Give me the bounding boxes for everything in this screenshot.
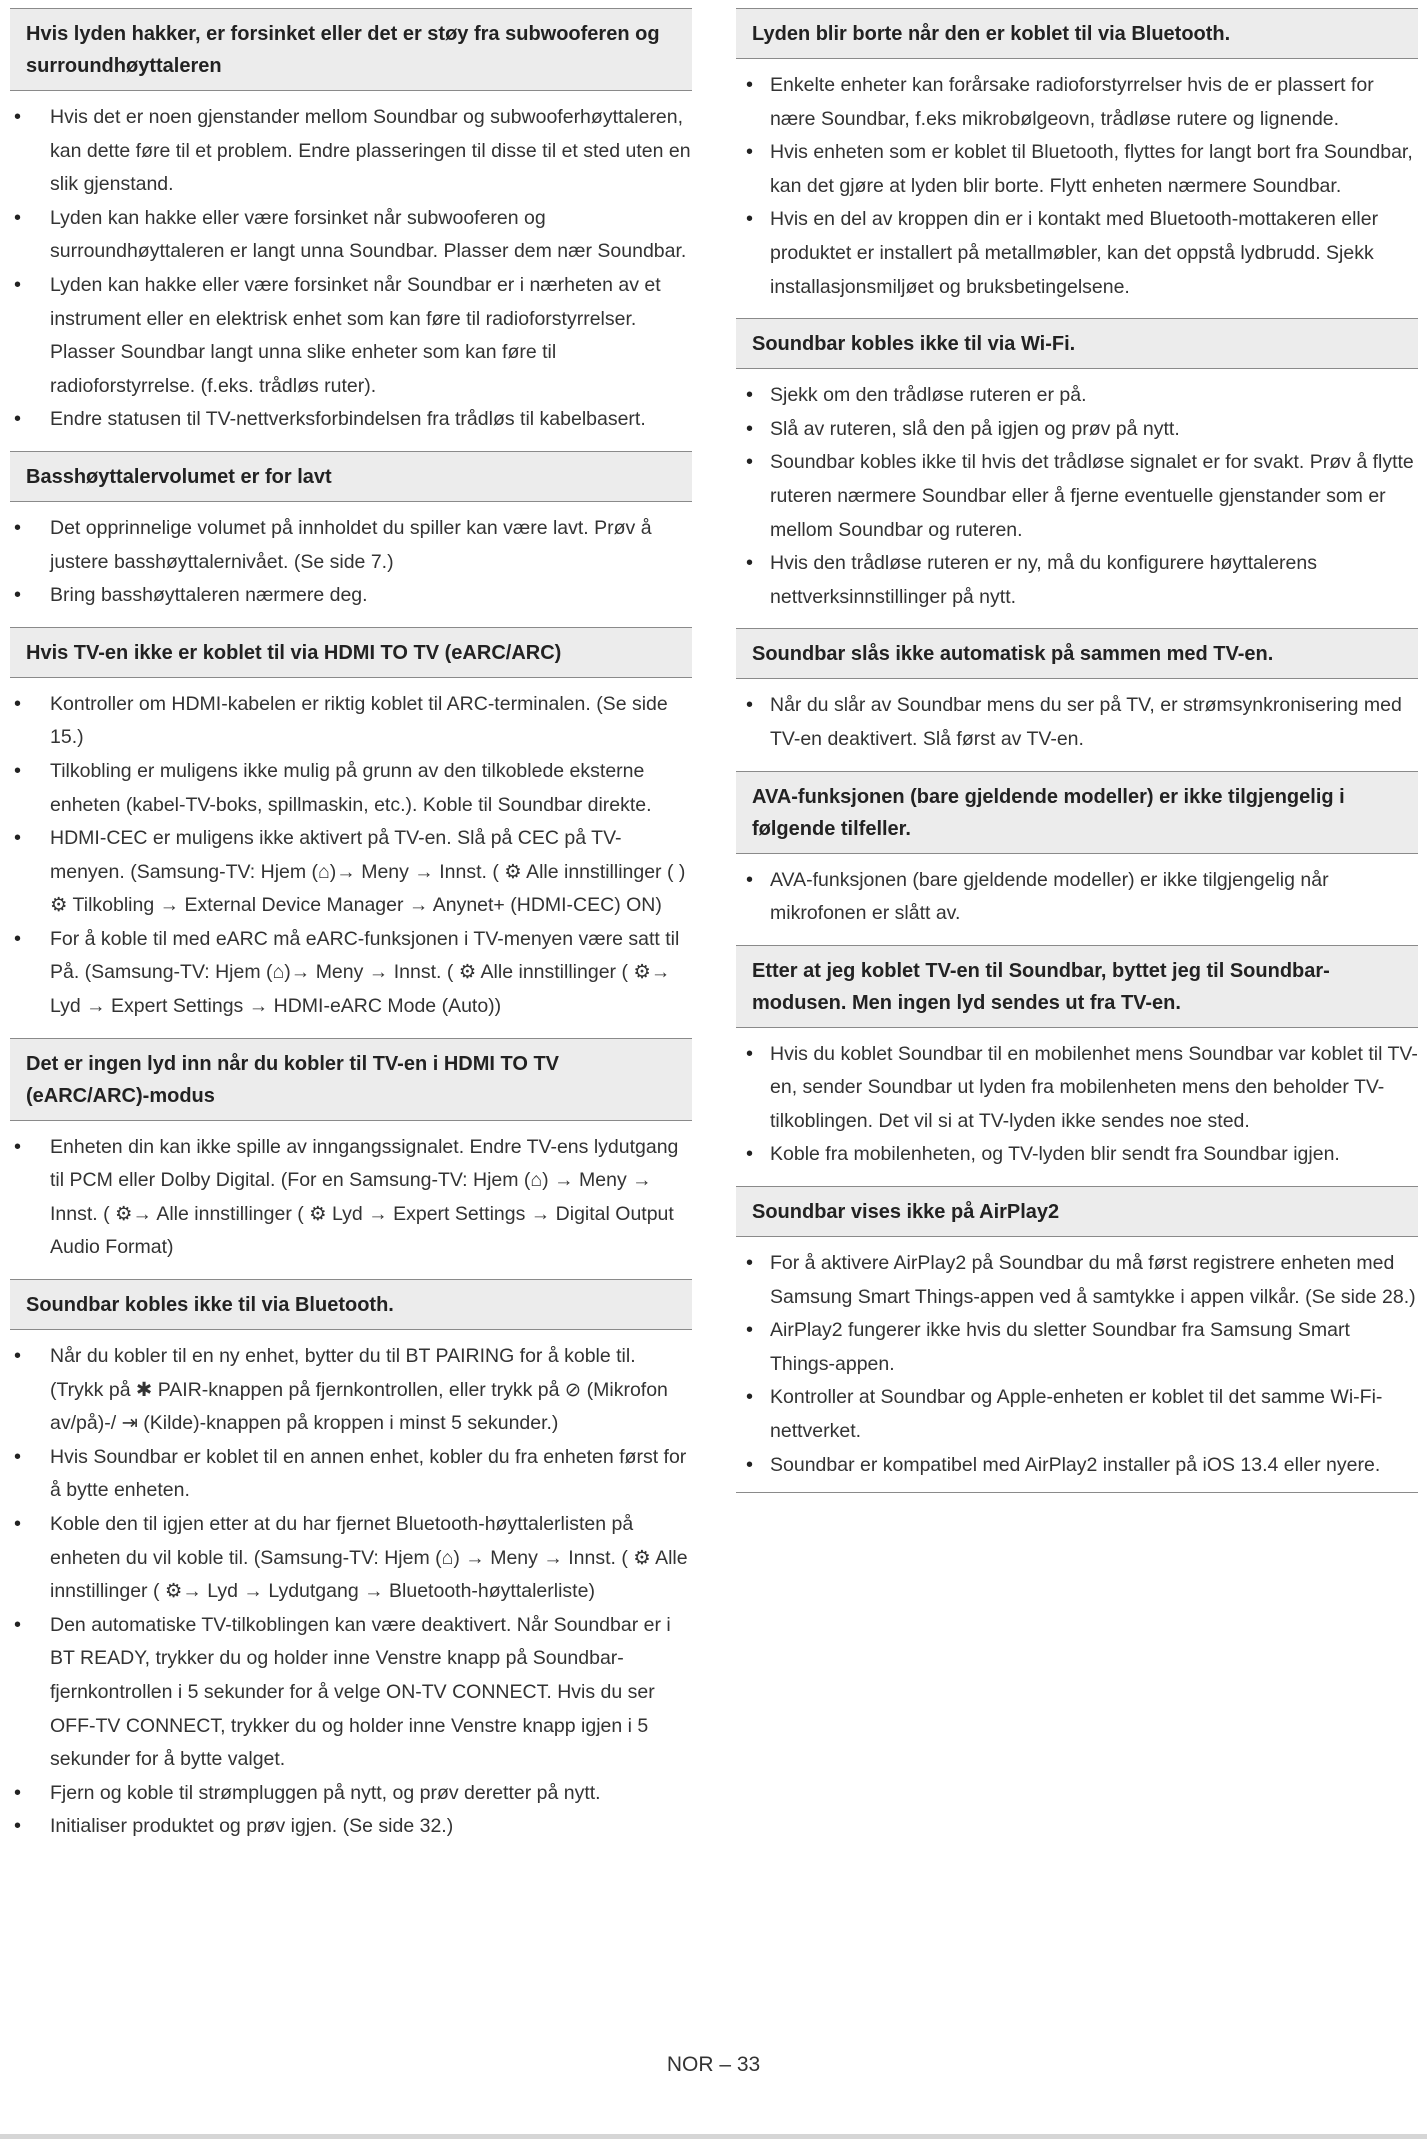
list-item-text: Koble den til igjen etter at du har fjernet Bluetooth-høyttalerlisten på enheten du vil koble til. (Samsung-TV: Hjem (⌂) → Meny → Innst. ( ⚙ Alle innstillinger ( ⚙→ Lyd → Lydutgang → Bluetooth-høyttalerliste) bbox=[50, 1513, 688, 1603]
list-item bbox=[736, 1314, 1418, 1381]
section-heading: Etter at jeg koblet TV-en til Soundbar, byttet jeg til Soundbar-modusen. Men ingen lyd sendes ut fra TV-en. bbox=[736, 945, 1418, 1028]
bullet-icon: • bbox=[14, 927, 22, 950]
troubleshooting-section bbox=[736, 945, 1418, 1172]
list-item-text: Enkelte enheter kan forårsake radioforstyrrelser hvis de er plassert for nære Soundbar, f.eks mikrobølgeovn, trådløse rutere og lignende. bbox=[770, 74, 1374, 130]
list-item bbox=[10, 1340, 692, 1441]
bullet-icon: • bbox=[14, 106, 22, 128]
list-item bbox=[736, 864, 1418, 931]
list-item-text: Bring basshøyttaleren nærmere deg. bbox=[50, 584, 368, 607]
list-item-text: Initialiser produktet og prøv igjen. (Se side 32.) bbox=[50, 1815, 454, 1838]
section-list bbox=[10, 1131, 692, 1265]
bullet-icon: • bbox=[14, 1445, 22, 1468]
list-item-text: Soundbar er kompatibel med AirPlay2 installer på iOS 13.4 eller nyere. bbox=[770, 1453, 1381, 1476]
list-item bbox=[10, 923, 692, 1024]
list-item-text: Hvis det er noen gjenstander mellom Soundbar og subwooferhøyttaleren, kan dette føre til et problem. Endre plasseringen til disse til et sted uten en slik gjenstand. bbox=[50, 106, 691, 196]
list-item-text: Kontroller om HDMI-kabelen er riktig koblet til ARC-terminalen. (Se side 15.) bbox=[50, 692, 668, 749]
list-item bbox=[10, 202, 692, 269]
section-heading: Soundbar slås ikke automatisk på sammen med TV-en. bbox=[736, 628, 1418, 679]
list-item-text: Det opprinnelige volumet på innholdet du spiller kan være lavt. Prøv å justere basshøyttalernivået. (Se side 7.) bbox=[50, 516, 652, 573]
section-list bbox=[10, 688, 692, 1024]
bullet-icon: • bbox=[14, 584, 22, 607]
troubleshooting-section bbox=[10, 1038, 692, 1265]
bullet-icon: • bbox=[14, 1513, 22, 1535]
troubleshooting-section bbox=[10, 451, 692, 613]
troubleshooting-section bbox=[736, 8, 1418, 304]
list-item bbox=[10, 579, 692, 613]
list-item-text: AVA-funksjonen (bare gjeldende modeller) er ikke tilgjengelig når mikrofonen er slått av. bbox=[770, 868, 1329, 925]
bullet-icon: • bbox=[14, 408, 22, 431]
bullet-icon: • bbox=[746, 384, 754, 407]
troubleshooting-section bbox=[736, 771, 1418, 931]
bullet-icon: • bbox=[14, 1781, 22, 1804]
list-item-text: Lyden kan hakke eller være forsinket når Soundbar er i nærheten av et instrument eller en elektrisk enhet som kan føre til radioforstyrrelser. Plasser Soundbar langt unna slike enheter som kan føre til radioforstyrrelse. (f.eks. trådløs ruter). bbox=[50, 273, 661, 397]
bullet-icon: • bbox=[746, 1042, 754, 1065]
list-item-text: Hvis den trådløse ruteren er ny, må du konfigurere høyttalerens nettverksinnstillinger på nytt. bbox=[770, 552, 1317, 608]
bullet-icon: • bbox=[746, 451, 754, 474]
bullet-icon: • bbox=[14, 516, 22, 539]
bullet-icon: • bbox=[14, 692, 22, 715]
bullet-icon: • bbox=[14, 1345, 22, 1368]
list-item bbox=[736, 1381, 1418, 1448]
troubleshooting-section bbox=[736, 1186, 1418, 1493]
list-item bbox=[10, 1508, 692, 1609]
bullet-icon: • bbox=[14, 759, 22, 782]
section-list bbox=[10, 101, 692, 437]
list-item-text: Koble fra mobilenheten, og TV-lyden blir sendt fra Soundbar igjen. bbox=[770, 1143, 1340, 1166]
section-list bbox=[736, 864, 1418, 931]
troubleshooting-section bbox=[736, 628, 1418, 756]
list-item-text: Sjekk om den trådløse ruteren er på. bbox=[770, 384, 1087, 407]
list-item bbox=[736, 547, 1418, 614]
list-item-text: For å koble til med eARC må eARC-funksjonen i TV-menyen være satt til På. (Samsung-TV: Hjem (⌂)→ Meny → Innst. ( ⚙ Alle innstillinger ( ⚙→ Lyd → Expert Settings → HDMI-eARC Mode (Auto)) bbox=[50, 927, 680, 1018]
section-heading: AVA-funksjonen (bare gjeldende modeller) er ikke tilgjengelig i følgende tilfeller. bbox=[736, 771, 1418, 854]
list-item bbox=[736, 1247, 1418, 1314]
bullet-icon: • bbox=[14, 273, 22, 296]
bullet-icon: • bbox=[746, 141, 754, 164]
section-list bbox=[736, 689, 1418, 756]
right-column bbox=[736, 8, 1418, 1507]
list-item-text: Lyden kan hakke eller være forsinket når subwooferen og surroundhøyttaleren er langt unna Soundbar. Plasser dem nær Soundbar. bbox=[50, 206, 687, 263]
list-item bbox=[10, 1810, 692, 1844]
bullet-icon: • bbox=[746, 208, 754, 231]
section-heading: Lyden blir borte når den er koblet til via Bluetooth. bbox=[736, 8, 1418, 59]
list-item-text: Hvis en del av kroppen din er i kontakt med Bluetooth-mottakeren eller produktet er installert på metallmøbler, kan det oppstå lydbrudd. Sjekk installasjonsmiljøet og bruksbetingelsene. bbox=[770, 208, 1379, 298]
list-item bbox=[736, 1138, 1418, 1172]
list-item-text: Når du slår av Soundbar mens du ser på TV, er strømsynkronisering med TV-en deaktivert. Slå først av TV-en. bbox=[770, 694, 1402, 750]
list-item-text: Når du kobler til en ny enhet, bytter du til BT PAIRING for å koble til. (Trykk på ✱ PAIR-knappen på fjernkontrollen, eller trykk på ⊘ (Mikrofon av/på)-/ ⇥ (Kilde)-knappen på kroppen i minst 5 sekunder.) bbox=[50, 1345, 668, 1435]
list-item bbox=[10, 1777, 692, 1811]
list-item bbox=[736, 446, 1418, 547]
bullet-icon: • bbox=[14, 827, 22, 850]
list-item bbox=[736, 1449, 1418, 1483]
section-heading: Soundbar kobles ikke til via Wi-Fi. bbox=[736, 318, 1418, 369]
bullet-icon: • bbox=[746, 1453, 754, 1476]
list-item bbox=[10, 512, 692, 579]
list-item bbox=[10, 1609, 692, 1777]
list-item bbox=[10, 822, 692, 923]
list-item bbox=[10, 403, 692, 437]
list-item-text: Hvis du koblet Soundbar til en mobilenhet mens Soundbar var koblet til TV-en, sender Soundbar ut lyden fra mobilenheten mens den beholder TV-tilkoblingen. Det vil si at TV-lyden ikke sendes noe sted. bbox=[770, 1042, 1418, 1132]
list-item-text: AirPlay2 fungerer ikke hvis du sletter Soundbar fra Samsung Smart Things-appen. bbox=[770, 1319, 1350, 1375]
bullet-icon: • bbox=[746, 552, 754, 575]
bullet-icon: • bbox=[746, 1143, 754, 1166]
list-item-text: Endre statusen til TV-nettverksforbindelsen fra trådløs til kabelbasert. bbox=[50, 408, 646, 431]
list-item-text: Kontroller at Soundbar og Apple-enheten er koblet til det samme Wi-Fi-nettverket. bbox=[770, 1386, 1383, 1443]
list-item bbox=[10, 101, 692, 202]
bullet-icon: • bbox=[746, 694, 754, 717]
bullet-icon: • bbox=[746, 1319, 754, 1342]
list-item bbox=[10, 688, 692, 755]
list-item-text: Hvis enheten som er koblet til Bluetooth, flyttes for langt bort fra Soundbar, kan det gjøre at lyden blir borte. Flytt enheten nærmere Soundbar. bbox=[770, 141, 1413, 197]
bottom-rule bbox=[0, 2134, 1427, 2139]
list-item-text: HDMI-CEC er muligens ikke aktivert på TV-en. Slå på CEC på TV-menyen. (Samsung-TV: Hjem (⌂)→ Meny → Innst. ( ⚙ Alle innstillinger ( ) ⚙ Tilkobling → External Device Manager → Anynet+ (HDMI-CEC) ON) bbox=[50, 827, 686, 917]
left-column bbox=[10, 8, 692, 1858]
bullet-icon: • bbox=[14, 1135, 22, 1158]
troubleshooting-section bbox=[736, 318, 1418, 614]
list-item-text: Soundbar kobles ikke til hvis det trådløse signalet er for svakt. Prøv å flytte ruteren nærmere Soundbar eller å fjerne eventuelle gjenstander som er mellom Soundbar og ruteren. bbox=[770, 451, 1414, 541]
list-item bbox=[736, 413, 1418, 447]
section-heading: Soundbar vises ikke på AirPlay2 bbox=[736, 1186, 1418, 1237]
bullet-icon: • bbox=[746, 1252, 754, 1275]
list-item-text: Enheten din kan ikke spille av inngangssignalet. Endre TV-ens lydutgang til PCM eller Dolby Digital. (For en Samsung-TV: Hjem (⌂) → Meny → Innst. ( ⚙→ Alle innstillinger ( ⚙ Lyd → Expert Settings → Digital Output Audio Format) bbox=[50, 1135, 679, 1259]
list-item bbox=[736, 69, 1418, 136]
list-item-text: Fjern og koble til strømpluggen på nytt, og prøv deretter på nytt. bbox=[50, 1781, 601, 1804]
list-item-text: For å aktivere AirPlay2 på Soundbar du må først registrere enheten med Samsung Smart Things-appen ved å samtykke i appen vilkår. (Se side 28.) bbox=[770, 1252, 1416, 1308]
section-list bbox=[736, 1247, 1418, 1493]
section-heading: Hvis lyden hakker, er forsinket eller det er støy fra subwooferen og surroundhøyttaleren bbox=[10, 8, 692, 91]
list-item bbox=[736, 689, 1418, 756]
section-list bbox=[10, 1340, 692, 1844]
list-item-text: Slå av ruteren, slå den på igjen og prøv på nytt. bbox=[770, 417, 1180, 440]
bullet-icon: • bbox=[746, 417, 754, 440]
list-item bbox=[10, 1131, 692, 1265]
troubleshooting-section bbox=[10, 1279, 692, 1844]
list-item bbox=[736, 379, 1418, 413]
bullet-icon: • bbox=[14, 1815, 22, 1838]
list-item bbox=[736, 203, 1418, 304]
section-heading: Basshøyttalervolumet er for lavt bbox=[10, 451, 692, 502]
section-list bbox=[10, 512, 692, 613]
bullet-icon: • bbox=[746, 74, 754, 96]
list-item bbox=[10, 755, 692, 822]
section-heading: Soundbar kobles ikke til via Bluetooth. bbox=[10, 1279, 692, 1330]
bullet-icon: • bbox=[14, 1613, 22, 1636]
section-heading: Det er ingen lyd inn når du kobler til TV-en i HDMI TO TV (eARC/ARC)-modus bbox=[10, 1038, 692, 1121]
list-item bbox=[10, 1441, 692, 1508]
troubleshooting-section bbox=[10, 627, 692, 1024]
section-heading: Hvis TV-en ikke er koblet til via HDMI TO TV (eARC/ARC) bbox=[10, 627, 692, 678]
section-list bbox=[736, 379, 1418, 614]
list-item-text: Hvis Soundbar er koblet til en annen enhet, kobler du fra enheten først for å bytte enheten. bbox=[50, 1445, 687, 1502]
list-item-text: Den automatiske TV-tilkoblingen kan være deaktivert. Når Soundbar er i BT READY, trykker du og holder inne Venstre knapp på Soundbar-fjernkontrollen i 5 sekunder for å velge ON-TV CONNECT. Hvis du ser OFF-TV CONNECT, trykker du og holder inne Venstre knapp igjen i 5 sekunder for å bytte valget. bbox=[50, 1613, 671, 1771]
bullet-icon: • bbox=[14, 206, 22, 229]
list-item bbox=[736, 1038, 1418, 1139]
list-item bbox=[10, 269, 692, 403]
bullet-icon: • bbox=[746, 1386, 754, 1409]
page-number: NOR – 33 bbox=[666, 2053, 761, 2076]
bullet-icon: • bbox=[746, 868, 754, 891]
troubleshooting-section bbox=[10, 8, 692, 437]
section-list bbox=[736, 1038, 1418, 1172]
list-item bbox=[736, 136, 1418, 203]
section-list bbox=[736, 69, 1418, 304]
list-item-text: Tilkobling er muligens ikke mulig på grunn av den tilkoblede eksterne enheten (kabel-TV-boks, spillmaskin, etc.). Koble til Soundbar direkte. bbox=[50, 759, 652, 816]
